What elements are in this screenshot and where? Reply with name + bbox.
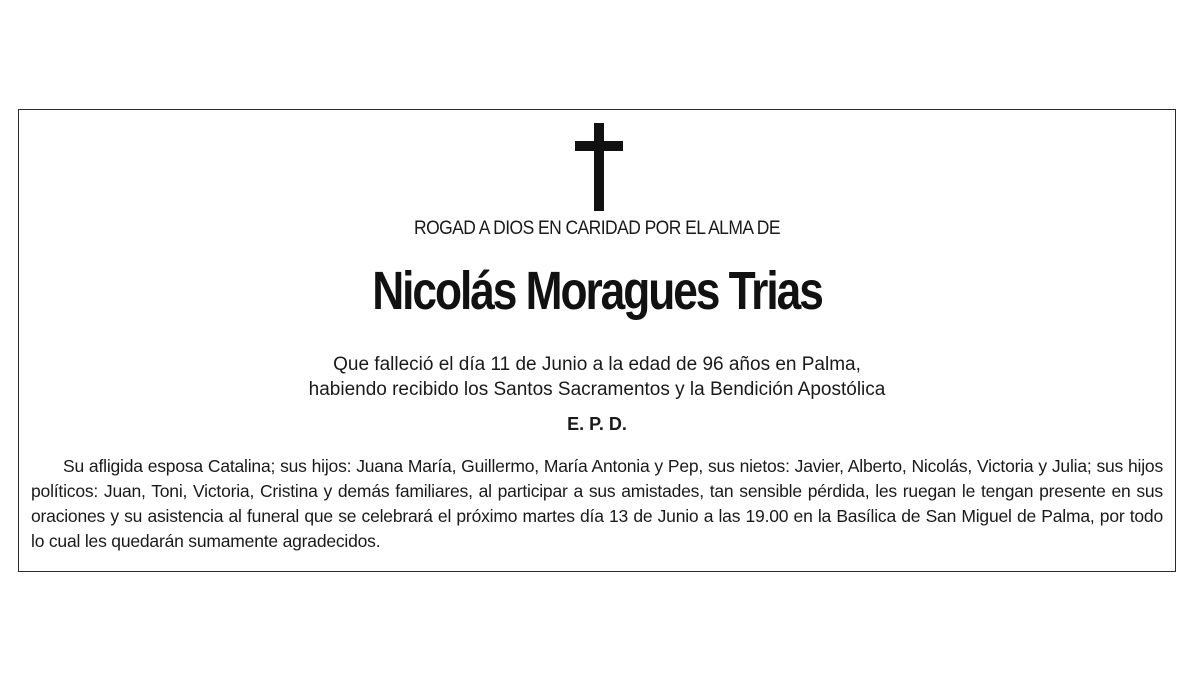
cross-icon [575, 123, 623, 211]
family-message: Su afligida esposa Catalina; sus hijos: Juana María, Guillermo, María Antonia y Pep, sus nietos: Javier, Alberto, Nicolás, Victoria y Julia; sus hijos políticos: Juan, Toni, Victoria, Cristina y demás familiares, al participar a sus amistades, tan sensible pérdida, les ruegan le tengan presente en sus oraciones y su asistencia al funeral que se celebrará el próximo martes día 13 de Junio a las 19.00 en la Basílica de San Miguel de Palma, por todo lo cual les quedarán sumamente agradecidos. [31, 456, 1163, 551]
death-details-line-1: Que falleció el día 11 de Junio a la edad de 96 años en Palma, [333, 354, 861, 375]
death-details [19, 352, 1175, 402]
death-details-line-2: habiendo recibido los Santos Sacramentos y la Bendición Apostólica [308, 379, 886, 400]
invocation-text: ROGAD A DIOS EN CARIDAD POR EL ALMA DE [414, 218, 780, 239]
obituary-notice [18, 109, 1176, 572]
deceased-name: Nicolás Moragues Trias [372, 261, 822, 321]
epd-abbreviation: E. P. D. [567, 414, 627, 434]
